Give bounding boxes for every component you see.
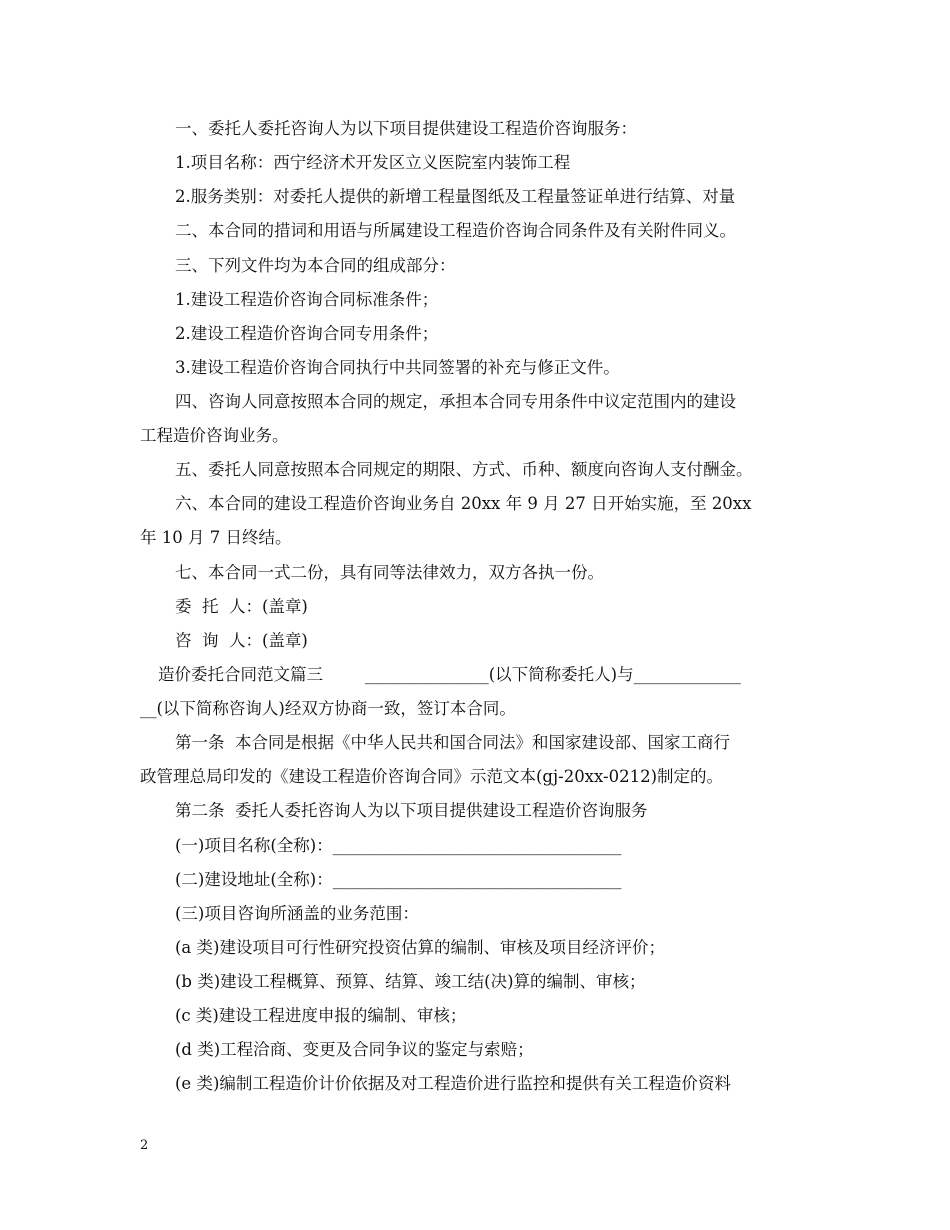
text-line: 一、委托人委托咨询人为以下项目提供建设工程造价咨询服务：	[175, 119, 637, 138]
section-heading: 造价委托合同范文篇三 _______________(以下简称委托人)与_____________	[158, 665, 741, 684]
text-line: 3.建设工程造价咨询合同执行中共同签署的补充与修正文件。	[175, 358, 620, 377]
text-line: 三、下列文件均为本合同的组成部分：	[175, 256, 456, 275]
text-line: 四、咨询人同意按照本合同的规定，承担本合同专用条件中议定范围内的建设	[175, 392, 736, 411]
signature-line: 咨 询 人：(盖章)	[175, 631, 308, 650]
text-line: 五、委托人同意按照本合同规定的期限、方式、币种、额度向咨询人支付酬金。	[175, 460, 753, 479]
text-line: __(以下简称咨询人)经双方协商一致，签订本合同。	[140, 699, 516, 718]
text-line: 年 10 月 7 日终结。	[140, 528, 292, 547]
text-line: 二、本合同的措词和用语与所属建设工程造价咨询合同条件及有关附件同义。	[175, 221, 736, 240]
form-field-line: (二)建设地址(全称)：___________________________________	[175, 870, 622, 889]
signature-line: 委 托 人：(盖章)	[175, 597, 308, 616]
text-line: 六、本合同的建设工程造价咨询业务自 20xx 年 9 月 27 日开始实施，至 20xx	[175, 494, 752, 513]
form-field-line: (一)项目名称(全称)：___________________________________	[175, 836, 622, 855]
text-line: 第一条 本合同是根据《中华人民共和国合同法》和国家建设部、国家工商行	[175, 733, 730, 752]
text-line: (c 类)建设工程进度申报的编制、审核；	[175, 1006, 467, 1025]
page-number: 2	[140, 1138, 149, 1153]
text-line: (a 类)建设项目可行性研究投资估算的编制、审核及项目经济评价；	[175, 938, 665, 957]
text-line: 1.项目名称：西宁经济术开发区立义医院室内装饰工程	[175, 153, 571, 172]
text-line: 政管理总局印发的《建设工程造价咨询合同》示范文本(gj-20xx-0212)制定的。	[140, 767, 724, 786]
text-line: (三)项目咨询所涵盖的业务范围：	[175, 904, 419, 923]
text-line: 1.建设工程造价咨询合同标准条件；	[175, 290, 439, 309]
text-line: 2.建设工程造价咨询合同专用条件；	[175, 324, 439, 343]
text-line: 2.服务类别：对委托人提供的新增工程量图纸及工程量签证单进行结算、对量	[175, 187, 736, 206]
text-line: (e 类)编制工程造价计价依据及对工程造价进行监控和提供有关工程造价资料	[175, 1074, 731, 1093]
text-line: 七、本合同一式二份，具有同等法律效力，双方各执一份。	[175, 563, 604, 582]
text-line: (d 类)工程洽商、变更及合同争议的鉴定与索赔；	[175, 1040, 534, 1059]
text-line: 第二条 委托人委托咨询人为以下项目提供建设工程造价咨询服务	[175, 801, 648, 820]
text-line: 工程造价咨询业务。	[140, 426, 289, 445]
text-line: (b 类)建设工程概算、预算、结算、竣工结(决)算的编制、审核；	[175, 972, 646, 991]
